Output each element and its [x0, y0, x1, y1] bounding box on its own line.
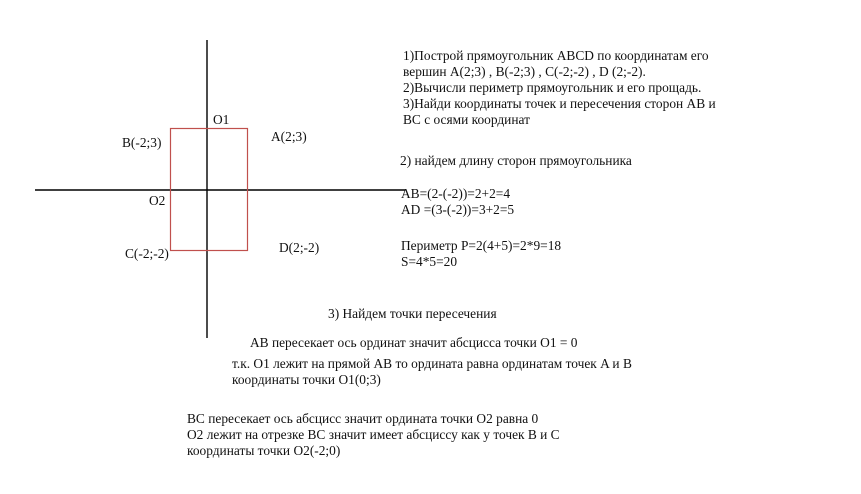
task-line: 3)Найди координаты точек и пересечения сторон AB и	[403, 96, 716, 111]
label-point-a: A(2;3)	[271, 129, 307, 144]
label-point-c: C(-2;-2)	[125, 246, 169, 261]
side-ab: AB=(2-(-2))=2+2=4	[401, 186, 511, 201]
step2-results	[401, 238, 561, 270]
step2-title: 2) найдем длину сторон прямоугольника	[400, 153, 632, 168]
task-statement	[403, 48, 716, 128]
task-line: вершин A(2;3) , B(-2;3) , C(-2;-2) , D (2;-2).	[403, 64, 646, 79]
step3-bc-line1: BC пересекает ось абсцисс значит ордината точки O2 равна 0	[187, 411, 539, 426]
step3-ab-line3: координаты точки O1(0;3)	[232, 372, 381, 387]
step3-bc-line2: O2 лежит на отрезке BC значит имеет абсциссу как у точек B и C	[187, 427, 560, 442]
step3-ab-explanation	[232, 356, 632, 388]
step3-bc-explanation	[187, 411, 560, 459]
task-line: 2)Вычисли периметр прямоугольник и его прощадь.	[403, 80, 702, 95]
step3-ab-line1: AB пересекает ось ординат значит абсцисса точки O1 = 0	[250, 335, 578, 350]
area: S=4*5=20	[401, 254, 458, 269]
side-ad: AD =(3-(-2))=3+2=5	[401, 202, 515, 217]
task-line: 1)Построй прямоугольник ABCD по координатам его	[403, 48, 709, 63]
step2-sides	[401, 186, 514, 218]
perimeter: Периметр P=2(4+5)=2*9=18	[401, 238, 562, 253]
step3-ab-line2: т.к. O1 лежит на прямой AB то ордината равна ординатам точек A и B	[232, 356, 632, 371]
label-o1: O1	[213, 112, 230, 127]
step3-bc-line3: координаты точки O2(-2;0)	[187, 443, 341, 458]
label-point-d: D(2;-2)	[279, 240, 320, 255]
label-point-b: B(-2;3)	[122, 135, 162, 150]
task-line: BC с осями координат	[403, 112, 530, 127]
label-o2: O2	[149, 193, 166, 208]
step3-title: 3) Найдем точки пересечения	[328, 306, 497, 321]
